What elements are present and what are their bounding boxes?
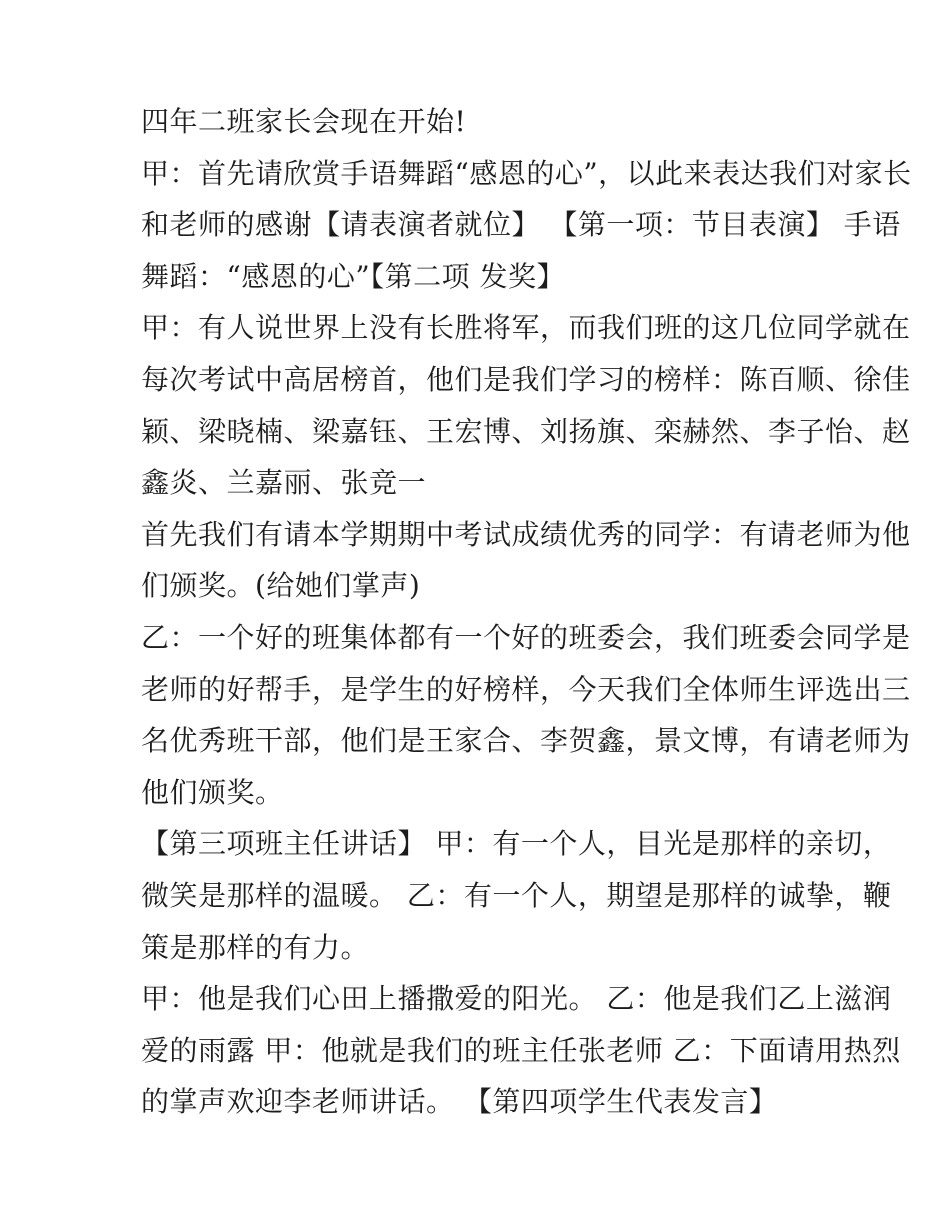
text-line: 四年二班家长会现在开始! <box>141 105 467 138</box>
text-line: 甲：他是我们心田上播撒爱的阳光。 乙：他是我们乙上滋润 <box>141 982 892 1016</box>
text-line: 首先我们有请本学期期中考试成绩优秀的同学：有请老师为他 <box>141 517 911 551</box>
text-line: 舞蹈：“感恩的心”【第二项 发奖】 <box>141 259 566 293</box>
text-line: 甲：有人说世界上没有长胜将军，而我们班的这几位同学就在 <box>141 311 911 345</box>
text-line: 甲：首先请欣赏手语舞蹈“感恩的心”，以此来表达我们对家长 <box>141 156 912 190</box>
text-line: 【第三项班主任讲话】 甲：有一个人，目光是那样的亲切， <box>141 827 892 861</box>
text-line: 他们颁奖。 <box>141 775 284 809</box>
text-line: 鑫炎、兰嘉丽、张竞一 <box>141 466 427 500</box>
text-line: 们颁奖。(给她们掌声) <box>141 569 421 603</box>
document-body <box>141 96 912 1128</box>
text-line: 爱的雨露 甲：他就是我们的班主任张老师 乙：下面请用热烈 <box>141 1033 901 1067</box>
text-line: 策是那样的有力。 <box>141 930 370 964</box>
text-line: 名优秀班干部，他们是王家合、李贺鑫，景文博，有请老师为 <box>141 724 911 758</box>
text-line: 老师的好帮手，是学生的好榜样，今天我们全体师生评选出三 <box>141 672 911 706</box>
text-line: 的掌声欢迎李老师讲话。 【第四项学生代表发言】 <box>141 1085 778 1119</box>
text-line: 微笑是那样的温暖。 乙：有一个人，期望是那样的诚挚，鞭 <box>141 878 892 912</box>
text-line: 乙：一个好的班集体都有一个好的班委会，我们班委会同学是 <box>141 620 911 654</box>
text-line: 每次考试中高居榜首，他们是我们学习的榜样：陈百顺、徐佳 <box>141 362 911 396</box>
text-line: 和老师的感谢【请表演者就位】 【第一项：节目表演】 手语 <box>141 208 901 242</box>
text-line: 颖、梁晓楠、梁嘉钰、王宏博、刘扬旗、栾赫然、李子怡、赵 <box>141 414 911 448</box>
